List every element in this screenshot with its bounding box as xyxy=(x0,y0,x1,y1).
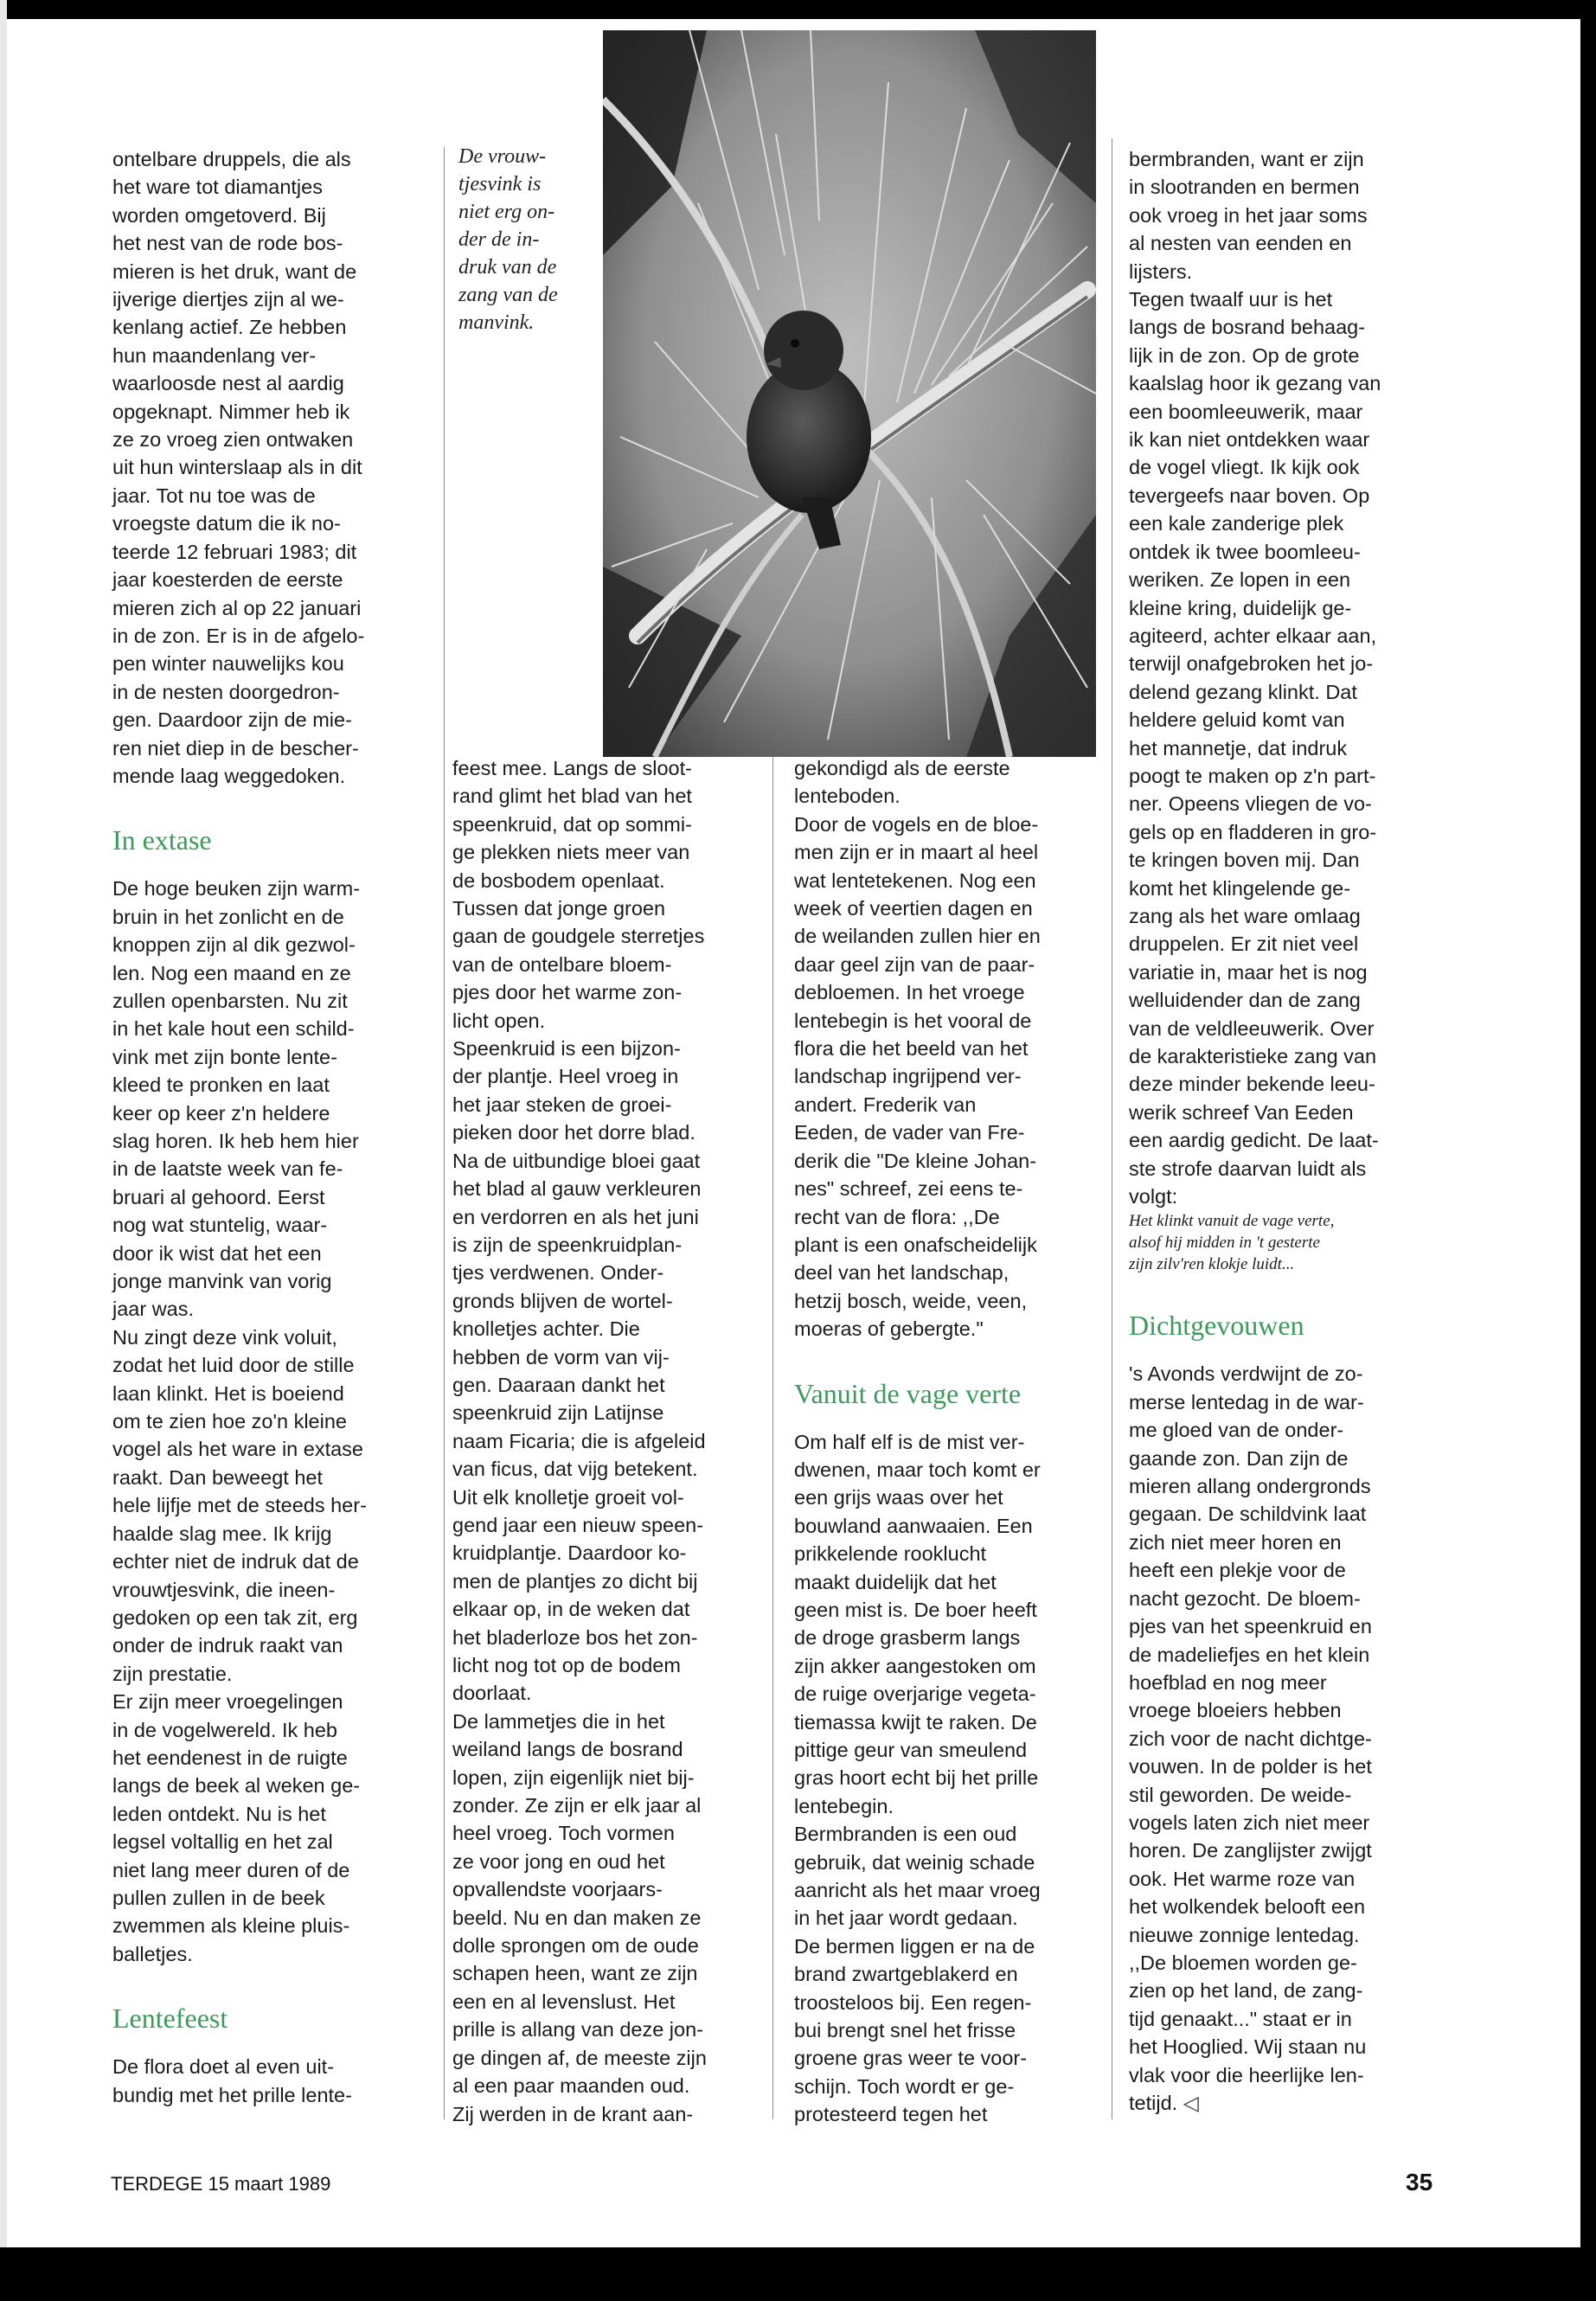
paragraph xyxy=(1129,1360,1440,2117)
paragraph: feest mee. Langs de sloot- rand glimt het blad van het speenkruid, dat op sommi- ge plekken niets meer van de bosbodem openlaat. Tussen dat jonge groen gaan de goudgele sterretjes van de ontelbare bloem- pjes door het warme zon- licht open. Speenkruid is een bijzon- der plantje. Heel vroeg in het jaar steken de groei- pieken door het dorre blad. Na de uitbundige bloei gaat het blad al gauw verkleuren en verdorren en als het juni is zijn de speenkruidplan- tjes verdwenen. Onder- gronds blijven de wortel- knolletjes achter. Die hebben de vorm van vij- gen. Daaraan dankt het speenkruid zijn Latijnse naam Ficaria; die is afgeleid van ficus, dat vijg betekent. Uit elk knolletje groeit vol- gend jaar een nieuw speen- kruidplantje. Daardoor ko- men de plantjes zo dicht bij elkaar op, in de weken dat het bladerloze bos het zon- licht nog tot op de bodem doorlaat. De lammetjes die in het weiland langs de bosrand lopen, zijn eigenlijk niet bij- zonder. Ze zijn er elk jaar al heel vroeg. Toch vormen ze voor jong en oud het opvallendste voorjaars- beeld. Nu en dan maken ze dolle sprongen om de oude schapen heen, want ze zijn een en al levenslust. Het prille is allang van deze jon- ge dingen af, de meeste zijn al een paar maanden oud. Zij werden in de krant aan- xyxy=(452,757,707,2125)
paragraph: Om half elf is de mist ver- dwenen, maar toch komt er een grijs waas over het bouwland aanwaaien. Een prikkelende rooklucht maakt duidelijk dat het geen mist is. De boer heeft de droge grasberm langs zijn akker aangestoken om de ruige overjarige vegeta- tiemassa kwijt te raken. De pittige geur van smeulend gras hoort echt bij het prille lentebegin. Bermbranden is een oud gebruik, dat weinig schade aanricht als het maar vroeg in het jaar wordt gedaan. De bermen liggen er na de brand zwartgeblakerd en troosteloos bij. Een regen- bui brengt snel het frisse groene gras weer te voor- schijn. Toch wordt er ge- protesteerd tegen het xyxy=(794,1430,1041,2126)
paragraph-text: 's Avonds verdwijnt de zo- merse lentedag in de war- me gloed van de onder- gaande zon. Dan zijn de mieren allang ondergronds gegaan. De schildvink laat zich niet meer horen en heeft een plekje voor de nacht gezocht. De bloem- pjes van het speenkruid en de madeliefjes en het klein hoefblad en nog meer vroege bloeiers hebben zich voor de nacht dichtge- vouwen. In de polder is het stil geworden. De weide- vogels laten zich niet meer horen. De zanglijster zwijgt ook. Het warme roze van het wolkendek belooft een nieuwe zonnige lentedag. ,,De bloemen worden ge- zien op het land, de zang- tijd genaakt..." staat er in het Hooglied. Wij staan nu vlak voor die heerlijke len- tetijd. xyxy=(1129,1362,1372,2114)
column-divider xyxy=(444,753,445,2119)
article-column-3 xyxy=(794,754,1106,2129)
page-number: 35 xyxy=(1406,2169,1433,2195)
section-heading-lentefeest: Lentefeest xyxy=(112,2003,228,2035)
paragraph: gekondigd als de eerste lenteboden. Door de vogels en de bloe- men zijn er in maart al heel wat lentetekenen. Nog een week of veertien dagen en de weilanden zullen hier en daar geel zijn van de paar- debloemen. In het vroege lentebegin is het vooral de flora die het beeld van het landschap ingrijpend ver- andert. Frederik van Eeden, de vader van Fre- derik die "De kleine Johan- nes" schreef, zei eens te- recht van de flora: ,,De plant is een onafscheidelijk deel van het landschap, hetzij bosch, weide, veen, moeras of gebergte." xyxy=(794,757,1041,1341)
chaffinch-photo xyxy=(603,30,1096,757)
paragraph: bermbranden, want er zijn in slootranden en bermen ook vroeg in het jaar soms al nesten van eenden en lijsters. Tegen twaalf uur is het langs de bosrand behaag- lijk in de zon. Op de grote kaalslag hoor ik gezang van een boomleeuwerik, maar ik kan niet ontdekken waar de vogel vliegt. Ik kijk ook tevergeefs naar boven. Op een kale zanderige plek ontdek ik twee boomleeu- weriken. Ze lopen in een kleine kring, duidelijk ge- agiteerd, achter elkaar aan, terwijl onafgebroken het jo- delend gezang klinkt. Dat heldere geluid komt van het mannetje, dat indruk poogt te maken op z'n part- ner. Opeens vliegen de vo- gels op en fladderen in gro- te kringen boven mij. Dan komt het klingelende ge- zang als het ware omlaag druppelen. Er zit niet veel variatie in, maar het is nog welluidender dan de zang van de veldleeuwerik. Over de karakteristieke zang van deze minder bekende leeu- werik schreef Van Eeden een aardig gedicht. De laat- ste strofe daarvan luidt als volgt: xyxy=(1129,148,1381,1208)
column-divider xyxy=(444,147,445,787)
article-column-1 xyxy=(112,145,433,2109)
article-column-4 xyxy=(1129,145,1440,2117)
poem-quote: Het klinkt vanuit de vage verte, alsof hij midden in 't gesterte zijn zilv'ren klokje luidt... xyxy=(1129,1212,1335,1274)
paragraph: De flora doet al even uit- bundig met het prille lente- xyxy=(112,2055,352,2106)
column-divider xyxy=(772,757,773,2119)
paragraph: ontelbare druppels, die als het ware tot diamantjes worden omgetoverd. Bij het nest van de rode bos- mieren is het druk, want de ijverige diertjes zijn al we- kenlang actief. Ze hebben hun maandenlang ver- waarloosde nest al aardig opgeknapt. Nimmer heb ik ze zo vroeg zien ontwaken uit hun winterslaap als in dit jaar. Tot nu toe was de vroegste datum die ik no- teerde 12 februari 1983; dit jaar koesterden de eerste mieren zich al op 22 januari in de zon. Er is in de afgelo- pen winter nauwelijks kou in de nesten doorgedron- gen. Daardoor zijn de mie- ren niet diep in de bescher- mende laag weggedoken. xyxy=(112,148,365,787)
scan-border-right xyxy=(1580,0,1596,2301)
section-heading-dichtgevouwen: Dichtgevouwen xyxy=(1129,1310,1304,1342)
paragraph: De hoge beuken zijn warm- bruin in het zonlicht en de knoppen zijn al dik gezwol- len. Nog een maand en ze zullen openbarsten. Nu zit in het kale hout een schild- vink met zijn bonte lente- kleed te pronken en laat keer op keer z'n heldere slag horen. Ik heb hem hier in de laatste week van fe- bruari al gehoord. Eerst nog wat stuntelig, waar- door ik wist dat het een jonge manvink van vorig jaar was. Nu zingt deze vink voluit, zodat het luid door de stille laan klinkt. Het is boeiend om te zien hoe zo'n kleine vogel als het ware in extase raakt. Dan beweegt het hele lijfje met de steeds her- haalde slag mee. Ik krijg echter niet de indruk dat de vrouwtjesvink, die ineen- gedoken op een tak zit, erg onder de indruk raakt van zijn prestatie. Er zijn meer vroegelingen in de vogelwereld. Ik heb het eendenest in de ruigte langs de beek al weken ge- leden ontdekt. Nu is het legsel voltallig en het zal niet lang meer duren of de pullen zullen in de beek zwemmen als kleine pluis- balletjes. xyxy=(112,877,367,1965)
scan-border-left xyxy=(0,0,7,2301)
publication-footer: TERDEGE 15 maart 1989 xyxy=(111,2173,331,2195)
section-heading-vanuit-de-vage-verte: Vanuit de vage verte xyxy=(794,1377,1022,1409)
scan-border-top xyxy=(0,0,1596,19)
scan-border-bottom xyxy=(0,2247,1596,2301)
section-heading-in-extase: In extase xyxy=(112,824,212,856)
photo-caption: De vrouw- tjesvink is niet erg on- der de in- druk van de zang van de manvink. xyxy=(458,145,558,334)
end-of-article-icon: ◁ xyxy=(1183,2092,1199,2114)
article-column-2 xyxy=(452,754,768,2128)
